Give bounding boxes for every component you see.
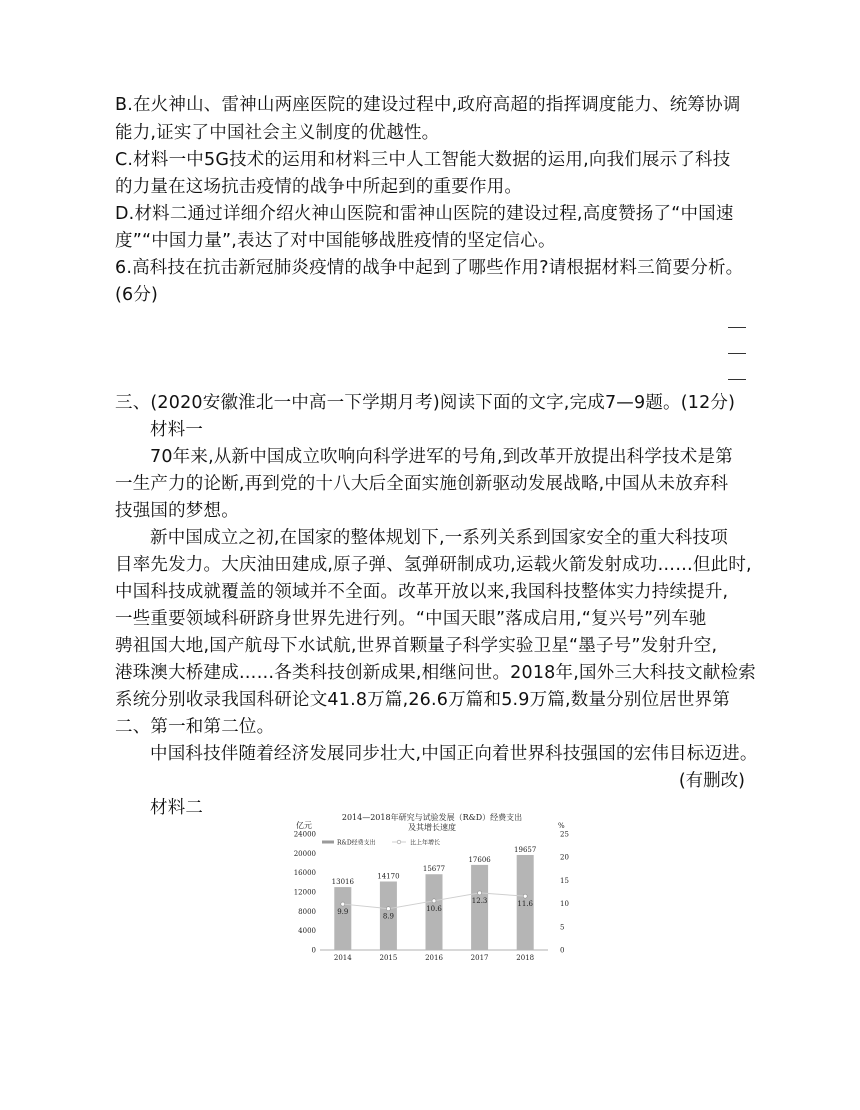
legend-line-marker xyxy=(397,840,401,844)
bar xyxy=(334,887,351,950)
left-tick-label: 0 xyxy=(311,946,316,955)
option-b-line-1: B.在火神山、雷神山两座医院的建设过程中,政府高超的指挥调度能力、统筹协调 xyxy=(115,95,741,115)
growth-point xyxy=(432,899,436,903)
paragraph-2-line-7: 系统分别收录我国科研论文41.8万篇,26.6万篇和5.9万篇,数量分别位居世界第 xyxy=(115,690,731,710)
paragraph-2-line-8: 二、第一和第二位。 xyxy=(115,717,275,737)
rd-expenditure-chart xyxy=(282,806,582,966)
left-tick-label: 16000 xyxy=(293,869,316,878)
x-tick-label: 2016 xyxy=(425,954,443,962)
paragraph-1-line-2: 一生产力的论断,再到党的十八大后全面实施创新驱动发展战略,中国从未放弃科 xyxy=(115,474,729,494)
left-tick-label: 12000 xyxy=(293,888,316,897)
right-axis-unit: % xyxy=(558,822,565,830)
chart-subtitle: 及其增长速度 xyxy=(408,823,456,832)
growth-value-label: 10.6 xyxy=(426,904,442,913)
x-tick-label: 2014 xyxy=(333,954,352,962)
paragraph-2-line-1: 新中国成立之初,在国家的整体规划下,一系列关系到国家安全的重大科技项 xyxy=(150,528,728,548)
growth-point xyxy=(478,891,482,895)
right-tick-label: 25 xyxy=(560,830,569,839)
growth-value-label: 8.9 xyxy=(382,912,394,921)
paragraph-1-line-3: 技强国的梦想。 xyxy=(115,501,239,521)
answer-blank-line xyxy=(728,379,746,380)
growth-point xyxy=(341,902,345,906)
x-tick-label: 2015 xyxy=(379,954,398,962)
option-b-line-2: 能力,证实了中国社会主义制度的优越性。 xyxy=(115,123,440,143)
bar-value-label: 19657 xyxy=(514,845,537,854)
right-tick-label: 10 xyxy=(560,900,569,909)
growth-value-label: 9.9 xyxy=(337,908,349,917)
left-tick-label: 24000 xyxy=(293,830,316,839)
section-3-heading: 三、(2020安徽淮北一中高一下学期月考)阅读下面的文字,完成7—9题。(12分) xyxy=(115,393,736,413)
answer-blank-line xyxy=(728,353,746,354)
option-c-line-1: C.材料一中5G技术的运用和材料三中人工智能大数据的运用,向我们展示了科技 xyxy=(115,150,731,170)
answer-blank-line xyxy=(728,327,746,328)
bar-value-label: 13016 xyxy=(331,878,354,887)
right-tick-label: 20 xyxy=(560,853,569,862)
growth-value-label: 11.6 xyxy=(517,900,533,909)
right-tick-label: 5 xyxy=(560,923,565,932)
bar-value-label: 17606 xyxy=(468,855,491,864)
left-tick-label: 4000 xyxy=(298,927,316,936)
paragraph-3-line-1: 中国科技伴随着经济发展同步壮大,中国正向着世界科技强国的宏伟目标迈进。 xyxy=(150,744,758,764)
paragraph-1-line-1: 70年来,从新中国成立吹响向科学进军的号角,到改革开放提出科学技术是第 xyxy=(150,447,733,467)
question-6-score: (6分) xyxy=(115,285,159,305)
option-d-line-1: D.材料二通过详细介绍火神山医院和雷神山医院的建设过程,高度赞扬了“中国速 xyxy=(115,204,734,224)
x-tick-label: 2017 xyxy=(470,954,489,962)
source-note: (有删改) xyxy=(678,771,745,791)
x-tick-label: 2018 xyxy=(516,954,535,962)
growth-point xyxy=(523,894,527,898)
paragraph-2-line-6: 港珠澳大桥建成……各类科技创新成果,相继问世。2018年,国外三大科技文献检索 xyxy=(115,663,756,683)
left-tick-label: 20000 xyxy=(293,849,316,858)
left-axis-unit: 亿元 xyxy=(296,821,312,830)
bar-value-label: 15677 xyxy=(422,865,446,874)
left-tick-label: 8000 xyxy=(298,907,316,916)
material-1-label: 材料一 xyxy=(150,420,204,440)
paragraph-2-line-5: 骋祖国大地,国产航母下水试航,世界首颗量子科学实验卫星“墨子号”发射升空, xyxy=(115,636,718,656)
chart-title: 2014—2018年研究与试验发展（R&D）经费支出 xyxy=(341,813,523,822)
paragraph-2-line-4: 一些重要领域科研跻身世界先进行列。“中国天眼”落成启用,“复兴号”列车驰 xyxy=(115,609,707,629)
right-tick-label: 0 xyxy=(560,946,565,955)
bar xyxy=(471,865,488,950)
legend-bar-label: R&D经费支出 xyxy=(337,839,376,847)
material-2-label: 材料二 xyxy=(150,798,204,818)
paragraph-2-line-3: 中国科技成就覆盖的领域并不全面。改革开放以来,我国科技整体实力持续提升, xyxy=(115,582,729,602)
growth-value-label: 12.3 xyxy=(471,896,488,905)
question-6: 6.高科技在抗击新冠肺炎疫情的战争中起到了哪些作用?请根据材料三简要分析。 xyxy=(115,258,744,278)
option-c-line-2: 的力量在这场抗击疫情的战争中所起到的重要作用。 xyxy=(115,177,523,197)
legend-line-label: 比上年增长 xyxy=(410,839,441,847)
paragraph-2-line-2: 目率先发力。大庆油田建成,原子弹、氢弹研制成功,运载火箭发射成功……但此时, xyxy=(115,555,752,575)
right-tick-label: 15 xyxy=(560,876,569,885)
growth-point xyxy=(386,907,390,911)
bar-value-label: 14170 xyxy=(377,872,400,881)
option-d-line-2: 度”“中国力量”,表达了对中国能够战胜疫情的坚定信心。 xyxy=(115,231,556,251)
